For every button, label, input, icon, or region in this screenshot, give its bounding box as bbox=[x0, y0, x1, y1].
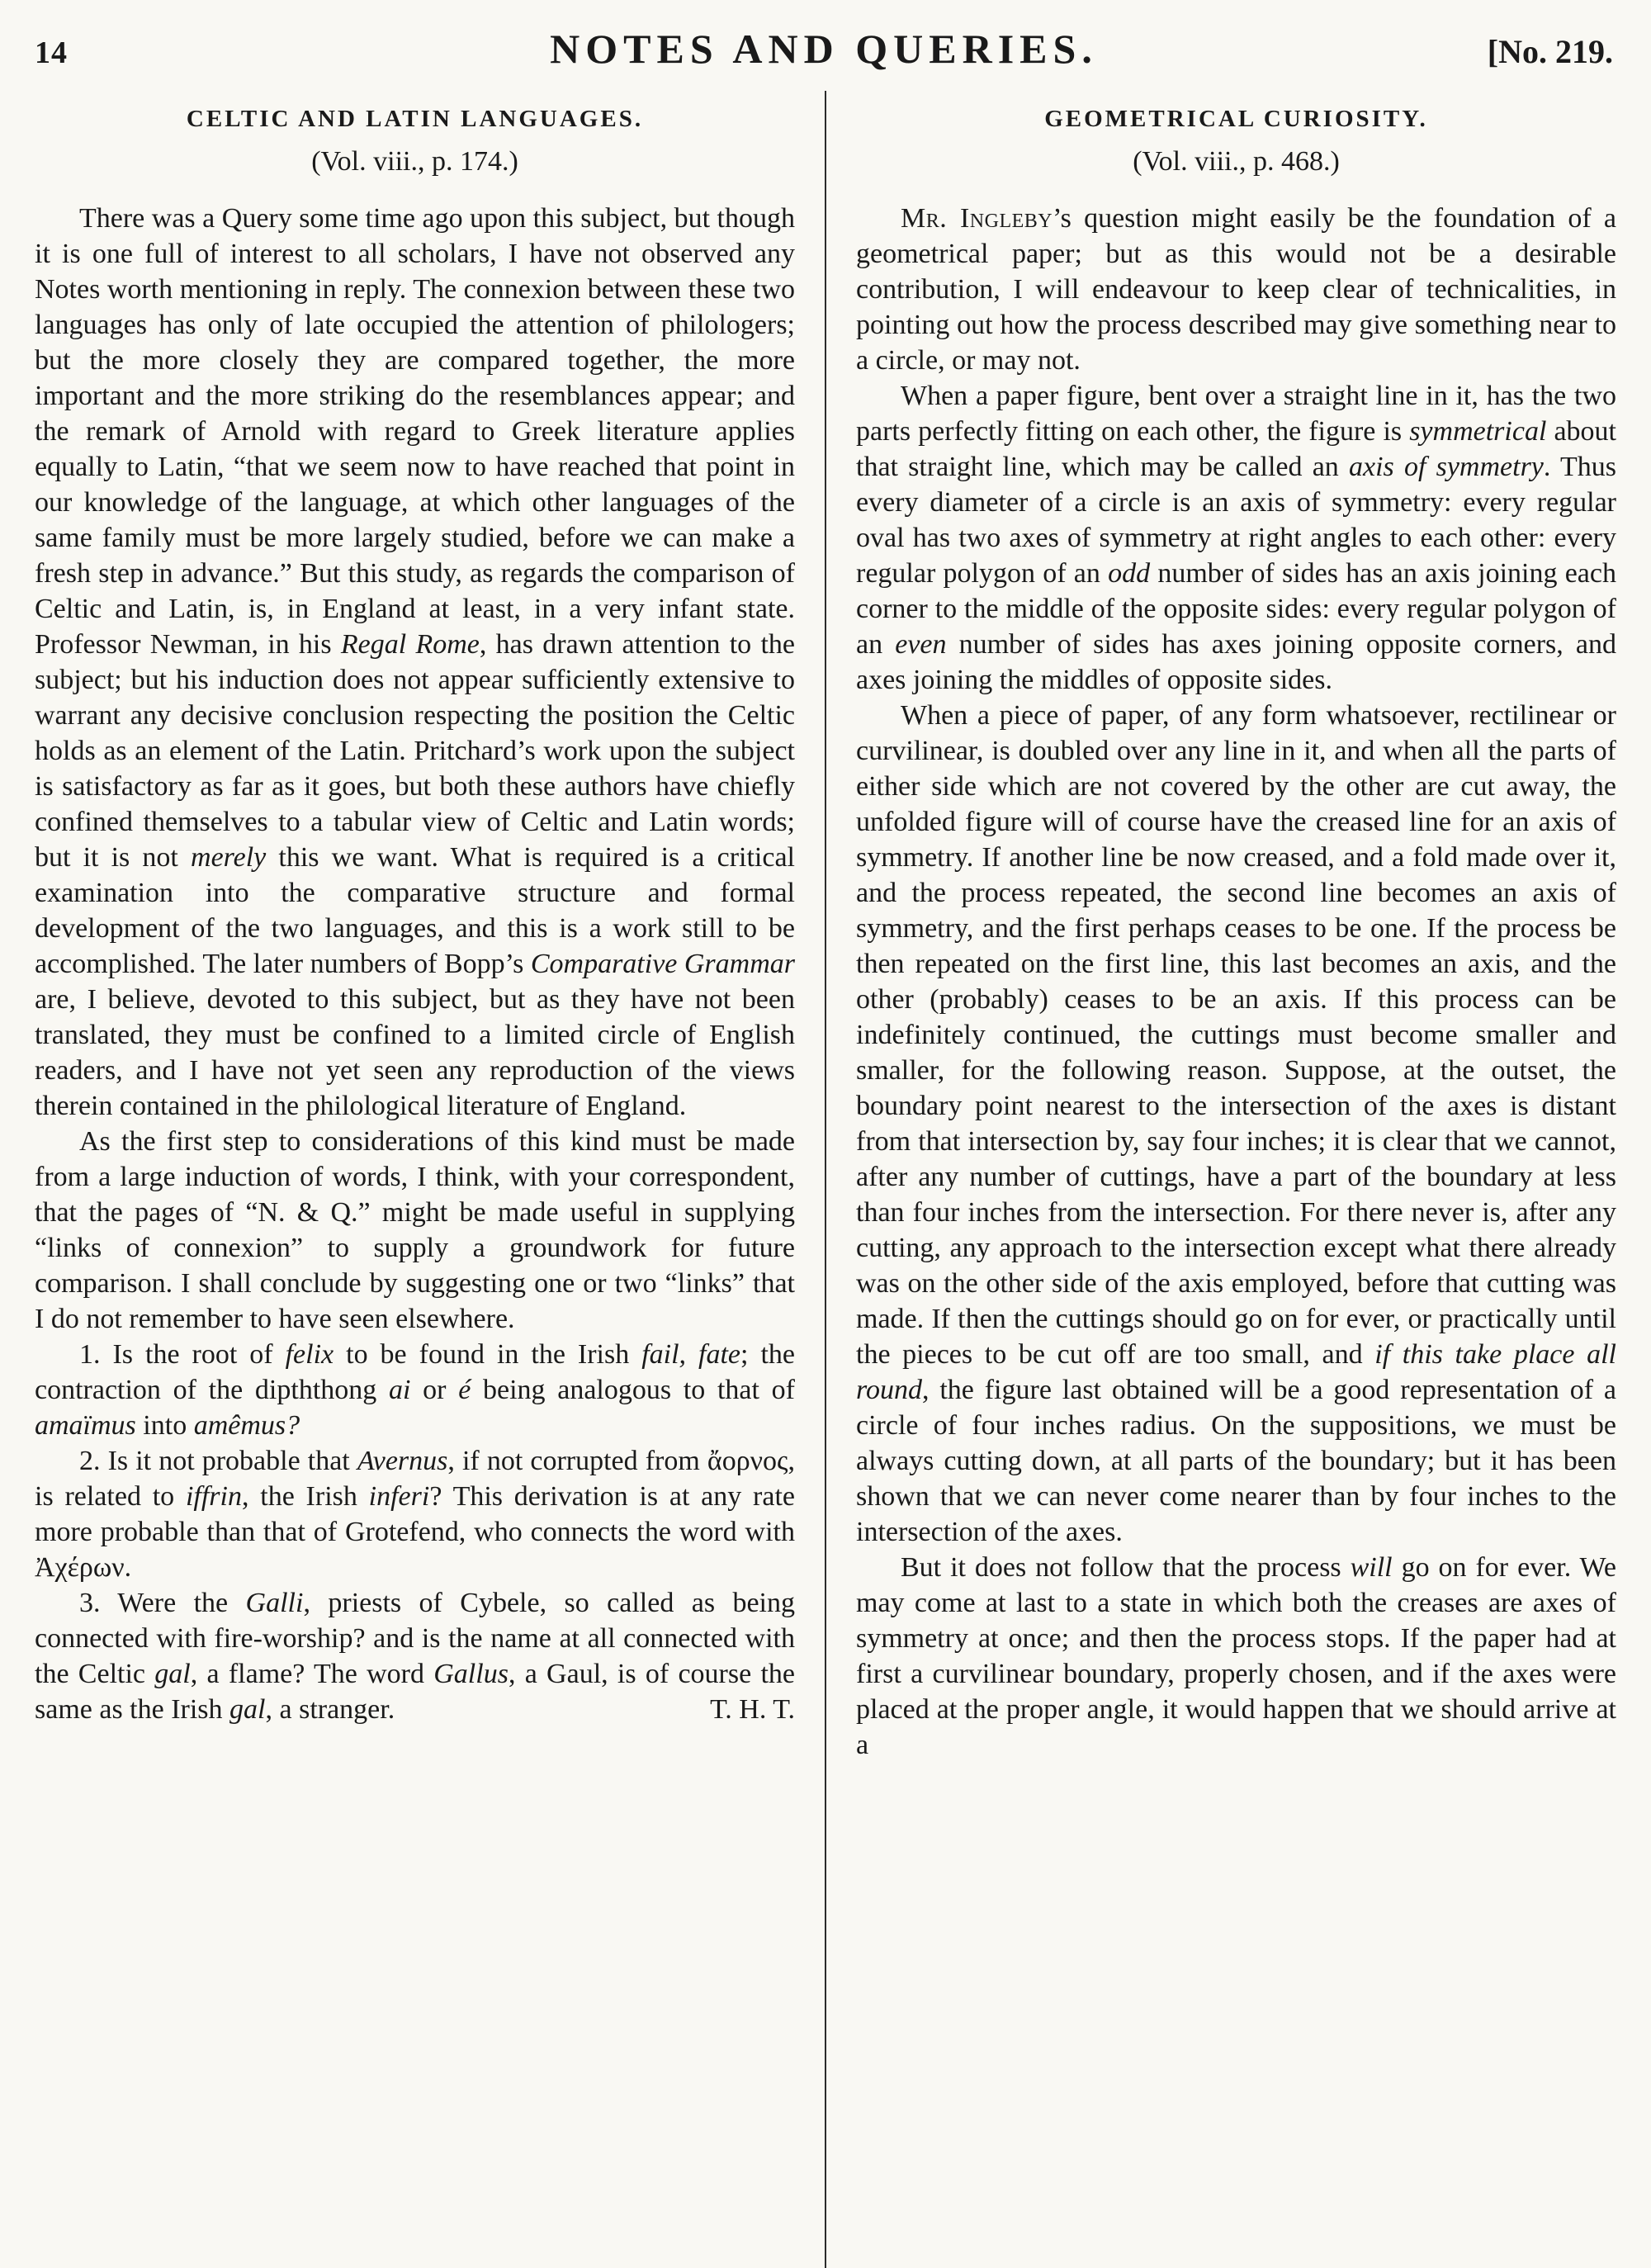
issue-number: [No. 219. bbox=[1487, 33, 1613, 70]
article-reference: (Vol. viii., p. 468.) bbox=[1133, 146, 1340, 177]
numbered-item-3 bbox=[35, 1585, 795, 1727]
paragraph-text: 3. Were the Galli, priests of Cybele, so called as being connected with fire-worship? and is the name at all connected with the Celtic gal, a flame? The word Gallus, a Gaul, is of course the same as the Irish gal, a stranger. bbox=[35, 1588, 796, 1725]
article-title: GEOMETRICAL CURIOSITY. bbox=[1044, 106, 1428, 132]
paragraph: As the first step to considerations of this kind must be made from a large induction of words, I think, with your correspondent, that the pages of “N. & Q.” might be made useful in supplying “links of connexion” to supply a groundwork for future comparison. I shall conclude by suggesting one or two “links” that I do not remember to have seen elsewhere. bbox=[35, 1126, 795, 1334]
article-reference: (Vol. viii., p. 174.) bbox=[311, 146, 518, 177]
paragraph: When a paper figure, bent over a straight line in it, has the two parts perfectly fitting on each other, the figure is symmetrical about that straight line, which may be called an axis of symmetry. Thus every diameter of a circle is an axis of symmetry: every regular oval has two axes of symmetry at right angles to each other: every regular polygon of an odd number of sides has an axis joining each corner to the middle of the opposite sides: every regular polygon of an even number of sides has axes joining opposite corners, and axes joining the middles of opposite sides. bbox=[856, 381, 1617, 695]
numbered-item-1: 1. Is the root of felix to be found in the Irish fail, fate; the contraction of the dipththong ai or é being analogous to that of amaïmus into amêmus? bbox=[35, 1339, 796, 1441]
article-geometrical-curiosity bbox=[826, 91, 1651, 2268]
author-signature: T. H. T. bbox=[710, 1694, 795, 1725]
article-title: CELTIC AND LATIN LANGUAGES. bbox=[186, 106, 644, 132]
page-number: 14 bbox=[35, 36, 68, 70]
journal-title: NOTES AND QUERIES. bbox=[550, 26, 1098, 72]
paragraph: But it does not follow that the process will go on for ever. We may come at last to a state in which both the creases are axes of symmetry at once; and then the process stops. If the paper had at first a curvilinear boundary, properly chosen, and if the axes were placed at the proper angle, it would happen that we should arrive at a bbox=[856, 1552, 1616, 1760]
two-column-body bbox=[0, 79, 1651, 2268]
numbered-item-2: 2. Is it not probable that Avernus, if not corrupted from ἄορνος, is related to iffrin, the Irish inferi? This derivation is at any rate more probable than that of Grotefend, who connects the word with Ἀχέρων. bbox=[35, 1446, 796, 1583]
paragraph: Mr. Ingleby’s question might easily be the foundation of a geometrical paper; but as this would not be a desirable contribution, I will endeavour to keep clear of technicalities, in pointing out how the process described may give something near to a circle, or may not. bbox=[856, 203, 1616, 376]
page-header bbox=[0, 0, 1651, 79]
paragraph: When a piece of paper, of any form whatsoever, rectilinear or curvilinear, is doubled over any line in it, and when all the parts of either side which are not covered by the other are cut away, the unfolded figure will of course have the creased line for an axis of symmetry. If another line be now creased, and a fold made over it, and the process repeated, the second line becomes an axis of symmetry, and the first perhaps ceases to be one. If the process be then repeated on the first line, this last becomes an axis, and the other (probably) ceases to be an axis. If this process can be indefinitely continued, the cuttings must become smaller and smaller, for the following reason. Suppose, at the outset, the boundary point nearest to the intersection of the axes is distant from that intersection by, say four inches; it is clear that we cannot, after any number of cuttings, have a part of the boundary at less than four inches from the intersection. For there never is, after any cutting, any approach to the intersection except what there already was on the other side of the axis employed, before that cutting was made. If then the cuttings should go on for ever, or practically until the pieces to be cut off are too small, and if this take place all round, the figure last obtained will be a good representation of a circle of four inches radius. On the suppositions, we must be always cutting down, at all parts of the boundary; but it has been shown that we can never come nearer than by four inches to the intersection of the axes. bbox=[856, 700, 1616, 1547]
article-celtic-and-latin-languages bbox=[0, 91, 825, 2268]
paragraph: There was a Query some time ago upon this subject, but though it is one full of interest to all scholars, I have not observed any Notes worth mentioning in reply. The connexion between these two languages has only of late occupied the attention of philologers; but the more closely they are compared together, the more important and the more striking do the resemblances appear; and the remark of Arnold with regard to Greek literature applies equally to Latin, “that we seem now to have reached that point in our knowledge of the language, at which other languages of the same family must be more largely studied, before we can make a fresh step in advance.” But this study, as regards the comparison of Celtic and Latin, is, in England at least, in a very infant state. Professor Newman, in his Regal Rome, has drawn attention to the subject; but his induction does not appear sufficiently extensive to warrant any decisive conclusion respecting the position the Celtic holds as an element of the Latin. Pritchard’s work upon the subject is satisfactory as far as it goes, but both these authors have chiefly confined themselves to a tabular view of Celtic and Latin words; but it is not merely this we want. What is required is a critical examination into the comparative structure and formal development of the two languages, and this is a work still to be accomplished. The later numbers of Bopp’s Comparative Grammar are, I believe, devoted to this subject, but as they have not been translated, they must be confined to a limited circle of English readers, and I have not yet seen any reproduction of the views therein contained in the philological literature of England. bbox=[35, 203, 796, 1121]
